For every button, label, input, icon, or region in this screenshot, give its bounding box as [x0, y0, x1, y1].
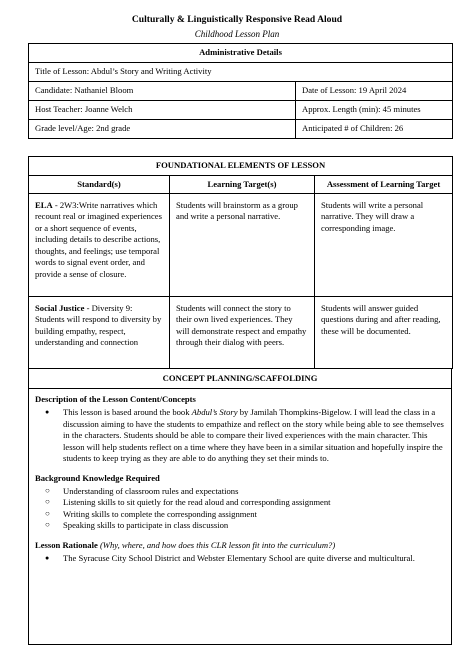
assessment-column-header: Assessment of Learning Target: [315, 176, 453, 194]
description-list: [35, 407, 445, 464]
concept-heading: CONCEPT PLANNING/SCAFFOLDING: [29, 369, 452, 389]
concept-content-cell: [29, 389, 452, 645]
list-item: ○ Writing skills to complete the corresponding assignment: [63, 509, 445, 520]
list-item: ○ Speaking skills to participate in class discussion: [63, 520, 445, 531]
admin-heading: Administrative Details: [29, 44, 453, 63]
list-item: ○ Understanding of classroom rules and expectations: [63, 486, 445, 497]
children-count-cell: Anticipated # of Children: 26: [296, 120, 453, 139]
rationale-list: [35, 553, 445, 564]
description-heading: Description of the Lesson Content/Concepts: [35, 394, 196, 404]
ela-label: ELA: [35, 200, 53, 210]
rationale-item: ● The Syracuse City School District and Webster Elementary School are quite diverse and multicultural.: [63, 553, 445, 564]
ela-target-cell: Students will brainstorm as a group and write a personal narrative.: [170, 194, 315, 297]
lesson-rationale-heading: Lesson Rationale (Why, where, and how does this CLR lesson fit into the curriculum?): [35, 539, 336, 550]
social-justice-standard-cell: [29, 297, 170, 369]
ela-assessment-cell: Students will write a personal narrative. They will draw a corresponding image.: [315, 194, 453, 297]
targets-column-header: Learning Target(s): [170, 176, 315, 194]
social-justice-target-cell: Students will connect the story to their own lived experiences. They will demonstrate respect and empathy through their dialog with peers.: [170, 297, 315, 369]
foundational-elements-table: [28, 156, 453, 369]
document-subtitle: Childhood Lesson Plan: [194, 29, 280, 39]
social-justice-standard-text: - Diversity 9: Students will respond to diversity by building empathy, respect, understanding and connection: [35, 303, 162, 348]
ela-standard-text: - 2W3:Write narratives which recount real or imagined experiences or a short sequence of events, including details to describe actions, thoughts, and feelings; use temporal words to signal event order, and provide a sense of closure.: [35, 200, 162, 279]
document-title: Culturally & Linguistically Responsive Read Aloud: [131, 14, 343, 25]
grade-cell: Grade level/Age: 2nd grade: [29, 120, 296, 139]
ela-standard-cell: [29, 194, 170, 297]
date-cell: Date of Lesson: 19 April 2024: [296, 82, 453, 101]
standards-column-header: Standard(s): [29, 176, 170, 194]
description-item: ● This lesson is based around the book Abdul’s Story by Jamilah Thompkins-Bigelow. I will lead the class in a discussion aiming to have the students to empathize and reflect on the story while being able to see themselves in the characters. Students should be able to compare their lived experiences with the main character. This lesson will help students reflect on a time where they have been in a similar situation and hopefully inspire the students to keep trying as they are able to do anything they set their minds to.: [63, 407, 445, 464]
book-title: Abdul’s Story: [191, 407, 238, 418]
candidate-cell: Candidate: Nathaniel Bloom: [29, 82, 296, 101]
social-justice-label: Social Justice: [35, 303, 85, 313]
list-item: ○ Listening skills to sit quietly for the read aloud and corresponding assignment: [63, 497, 445, 508]
concept-planning-table: [28, 368, 452, 645]
rationale-question: (Why, where, and how does this CLR lesson fit into the curriculum?): [99, 539, 336, 550]
length-cell: Approx. Length (min): 45 minutes: [296, 101, 453, 120]
foundational-heading: FOUNDATIONAL ELEMENTS OF LESSON: [29, 157, 453, 176]
host-teacher-cell: Host Teacher: Joanne Welch: [29, 101, 296, 120]
background-knowledge-list: [35, 486, 445, 532]
background-knowledge-heading: Background Knowledge Required: [35, 472, 160, 483]
administrative-details-table: [28, 43, 453, 139]
social-justice-assessment-cell: Students will answer guided questions during and after reading, these will be documented.: [315, 297, 453, 369]
lesson-title-cell: Title of Lesson: Abdul’s Story and Writing Activity: [29, 63, 453, 82]
